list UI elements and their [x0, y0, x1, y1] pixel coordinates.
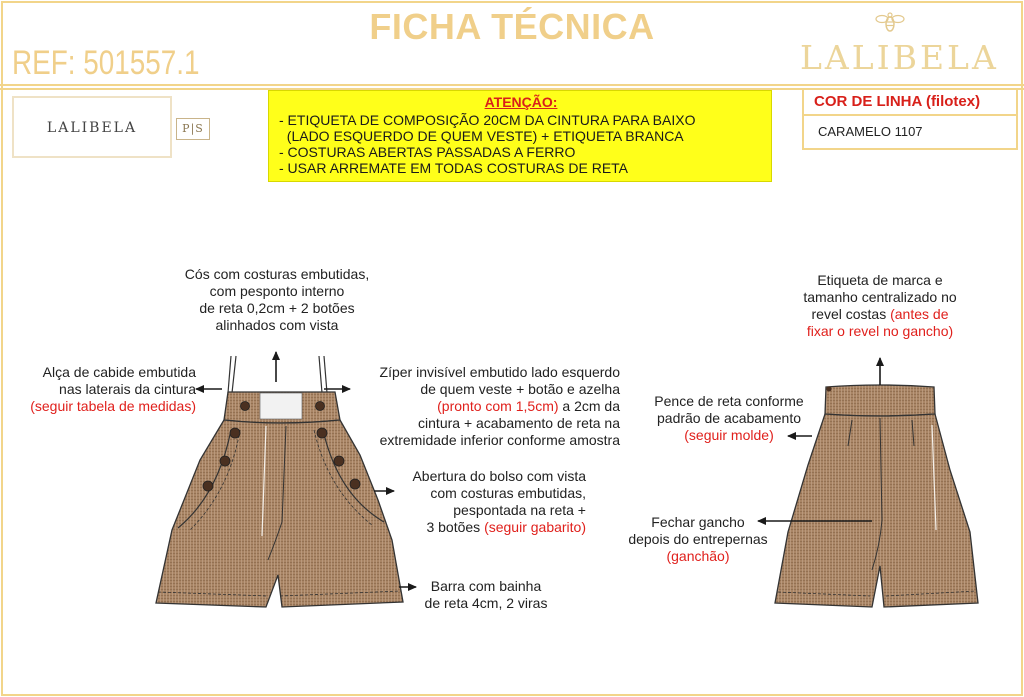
pocket-note-line: Abertura do bolso com vista [412, 468, 586, 484]
dart-note-line: padrão de acabamento [657, 410, 801, 426]
brand-logo-text: LALIBELA [800, 38, 999, 77]
attention-line: (LADO ESQUERDO DE QUEM VESTE) + ETIQUETA BRANCA [279, 128, 684, 144]
dart-note-highlight: (seguir molde) [684, 427, 774, 443]
pocket-note-highlight: (seguir gabarito) [484, 519, 586, 535]
hem-note-line: de reta 4cm, 2 viras [424, 595, 548, 611]
hanger-loop-note-line: Alça de cabide embutida [42, 364, 196, 380]
thread-color-title: COR DE LINHA (filotex) [814, 93, 981, 110]
waistband-note-line: com pesponto interno [209, 283, 345, 299]
zipper-note-line: de quem veste + botão e azelha [420, 381, 620, 397]
brand-label-note-line: Etiqueta de marca e [817, 272, 943, 288]
reference-code: REF: 501557.1 [12, 44, 200, 82]
hem-note [412, 578, 560, 612]
brand-label-note-line: tamanho centralizado no [803, 289, 957, 305]
pocket-note [380, 468, 586, 536]
dart-note-line: Pence de reta conforme [654, 393, 804, 409]
crotch-note-line: Fechar gancho [651, 514, 745, 530]
brand-label-note-highlight: fixar o revel no gancho) [806, 323, 954, 339]
hem-note-line: Barra com bainha [430, 578, 542, 594]
attention-line: - ETIQUETA DE COMPOSIÇÃO 20CM DA CINTURA PARA BAIXO [279, 112, 696, 128]
size-tag: P|S [176, 118, 210, 140]
page-title: FICHA TÉCNICA [369, 6, 655, 47]
crotch-note-line: depois do entrepernas [628, 531, 768, 547]
waistband-note-line: de reta 0,2cm + 2 botões [199, 300, 355, 316]
attention-title: ATENÇÃO: [484, 94, 558, 110]
brand-label-note-highlight: (antes de [890, 306, 949, 322]
thread-color-value: CARAMELO 1107 [818, 124, 923, 139]
attention-line: - COSTURAS ABERTAS PASSADAS A FERRO [279, 144, 576, 160]
waistband-note-line: Cós com costuras embutidas, [184, 266, 370, 282]
attention-line: - USAR ARREMATE EM TODAS COSTURAS DE RETA [279, 160, 629, 176]
brand-label-note-line: revel costas [811, 306, 891, 322]
pocket-note-line: com costuras embutidas, [430, 485, 586, 501]
waistband-note [168, 266, 386, 334]
hanger-loop-note-line: nas laterais da cintura [59, 381, 196, 397]
crotch-note [614, 514, 782, 565]
zipper-note [340, 364, 620, 449]
zipper-note-highlight: (pronto com 1,5cm) [437, 398, 559, 414]
waistband-note-line: alinhados com vista [215, 317, 339, 333]
crotch-note-highlight: (ganchão) [666, 548, 730, 564]
hanger-loop-note-highlight: (seguir tabela de medidas) [30, 398, 196, 414]
hanger-loop-note [10, 364, 196, 415]
zipper-note-line: extremidade inferior conforme amostra [379, 432, 620, 448]
brand-label-text: LALIBELA [46, 120, 138, 136]
pocket-note-line: 3 botões [426, 519, 485, 535]
dart-note [640, 393, 818, 444]
zipper-note-line: a 2cm da [558, 398, 620, 414]
brand-label-note [782, 272, 978, 340]
zipper-note-line: cintura + acabamento de reta na [418, 415, 620, 431]
pocket-note-line: pespontada na reta + [453, 502, 586, 518]
zipper-note-line: Zíper invisível embutido lado esquerdo [379, 364, 620, 380]
